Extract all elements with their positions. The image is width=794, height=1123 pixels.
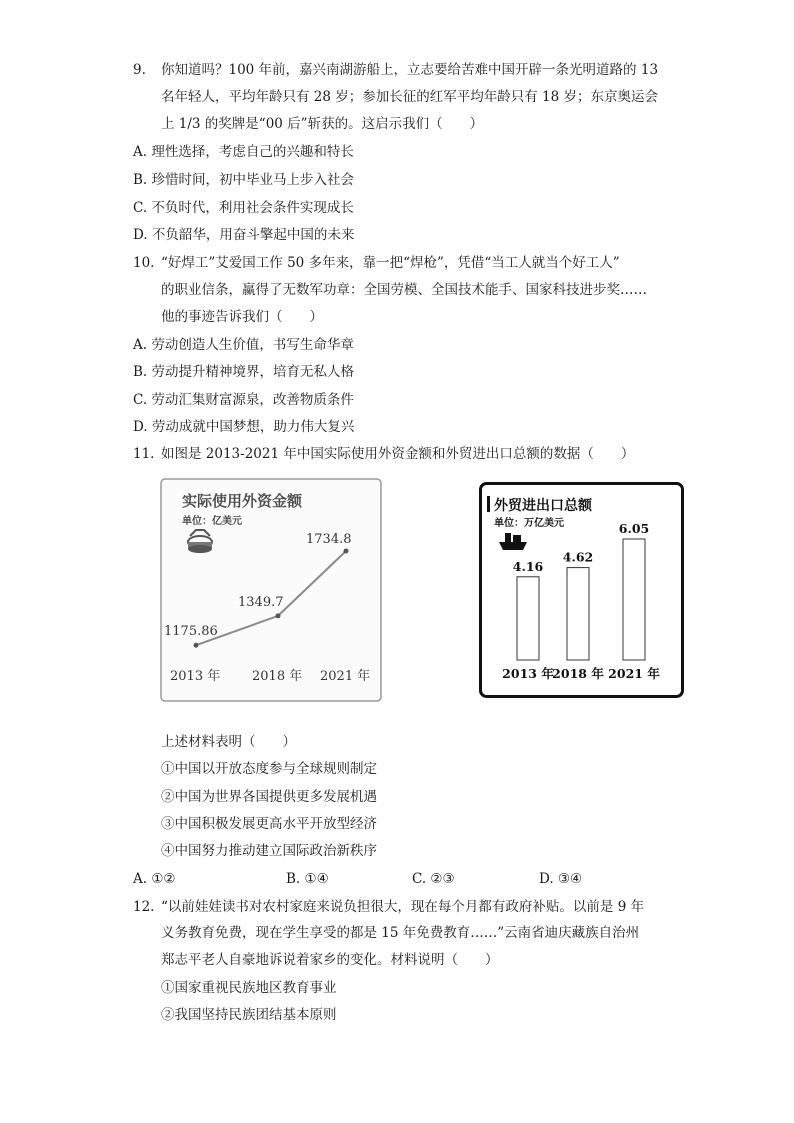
fdi-chart-panel [160,478,382,702]
trade-category-label-1: 2018 年 [552,666,604,681]
q11-statement-1: ①中国以开放态度参与全球规则制定 [161,761,377,777]
q9-option-b: B. 珍惜时间，初中毕业马上步入社会 [133,172,355,188]
fdi-category-label-0: 2013 年 [170,669,221,684]
q10-option-a: A. 劳动创造人生价值，书写生命华章 [133,337,354,353]
q12-number: 12. [133,899,155,915]
q11-statement-4: ④中国努力推动建立国际政治新秩序 [161,843,377,859]
q11-option-c: C. ②③ [412,871,455,887]
q11-option-d: D. ③④ [539,871,583,887]
q12-stem-line-3: 郑志平老人自豪地诉说着家乡的变化。材料说明（ ） [161,952,499,968]
trade-value-label-2: 6.05 [618,521,650,536]
fdi-point-1 [276,613,281,618]
q9-stem-line-3: 上 1/3 的奖牌是“00 后”斩获的。这启示我们（ ） [161,116,484,132]
fdi-point-2 [344,548,349,553]
q11-statement-3: ③中国积极发展更高水平开放型经济 [161,816,377,832]
fdi-chart-title: 实际使用外资金额 [182,492,303,510]
trade-value-label-0: 4.16 [512,558,544,574]
trade-category-label-0: 2013 年 [502,666,554,681]
q9-stem-line-2: 名年轻人，平均年龄只有 28 岁；参加长征的红军平均年龄只有 18 岁；东京奥运会 [161,89,659,105]
q9-option-c: C. 不负时代，利用社会条件实现成长 [133,200,354,216]
fdi-category-label-2: 2021 年 [320,669,371,684]
trade-chart-unit: 单位：万亿美元 [494,518,564,529]
q11-number: 11. [133,446,155,462]
trade-bar-0 [517,577,539,660]
fdi-value-label-2: 1734.8 [306,531,352,547]
trade-chart-title: 外贸进出口总额 [494,498,592,514]
trade-bar-1 [567,568,589,660]
q11-stem-line-1: 如图是 2013-2021 年中国实际使用外资金额和外贸进出口总额的数据（ ） [161,446,635,462]
trade-chart-panel [479,482,684,698]
q10-option-b: B. 劳动提升精神境界，培育无私人格 [133,364,355,380]
fdi-point-0 [194,643,199,648]
q10-stem-line-3: 他的事迹告诉我们（ ） [161,309,323,325]
q10-option-c: C. 劳动汇集财富源泉，改善物质条件 [133,392,354,408]
q9-option-a: A. 理性选择，考虑自己的兴趣和特长 [133,144,354,160]
q11-question-line: 上述材料表明（ ） [161,734,296,750]
q12-statement-1: ①国家重视民族地区教育事业 [161,980,337,996]
trade-category-label-2: 2021 年 [608,666,660,681]
q10-stem-line-2: 的职业信条，赢得了无数军功章：全国劳模、全国技术能手、国家科技进步奖…… [161,282,647,298]
q10-stem-line-1: “好焊工”艾爱国工作 50 多年来，靠一把“焊枪”，凭借“当工人就当个好工人” [161,255,620,271]
trade-value-label-1: 4.62 [562,549,594,565]
q9-option-d: D. 不负韶华，用奋斗擎起中国的未来 [133,227,355,243]
q12-statement-2: ②我国坚持民族团结基本原则 [161,1007,337,1023]
q12-stem-line-1: “以前娃娃读书对农村家庭来说负担很大，现在每个月都有政府补贴。以前是 9 年 [161,899,645,915]
fdi-line-chart [160,478,382,702]
trade-bar-2 [623,539,645,660]
q12-stem-line-2: 义务教育免费，现在学生享受的都是 15 年免费教育……”云南省迪庆藏族自治州 [161,925,640,941]
q11-option-b: B. ①④ [286,871,329,887]
fdi-value-label-1: 1349.7 [238,594,284,610]
q9-number: 9. [133,62,146,78]
q11-statement-2: ②中国为世界各国提供更多发展机遇 [161,789,377,805]
q9-stem-line-1: 你知道吗？100 年前，嘉兴南湖游船上，立志要给苦难中国开辟一条光明道路的 13 [161,62,659,78]
fdi-value-label-0: 1175.86 [164,624,218,640]
q10-number: 10. [133,255,155,271]
trade-bar-chart [479,482,684,698]
fdi-category-label-1: 2018 年 [252,669,303,684]
fdi-chart-unit: 单位：亿美元 [182,516,242,527]
q11-option-a: A. ①② [133,871,176,887]
q10-option-d: D. 劳动成就中国梦想，助力伟大复兴 [133,419,355,435]
